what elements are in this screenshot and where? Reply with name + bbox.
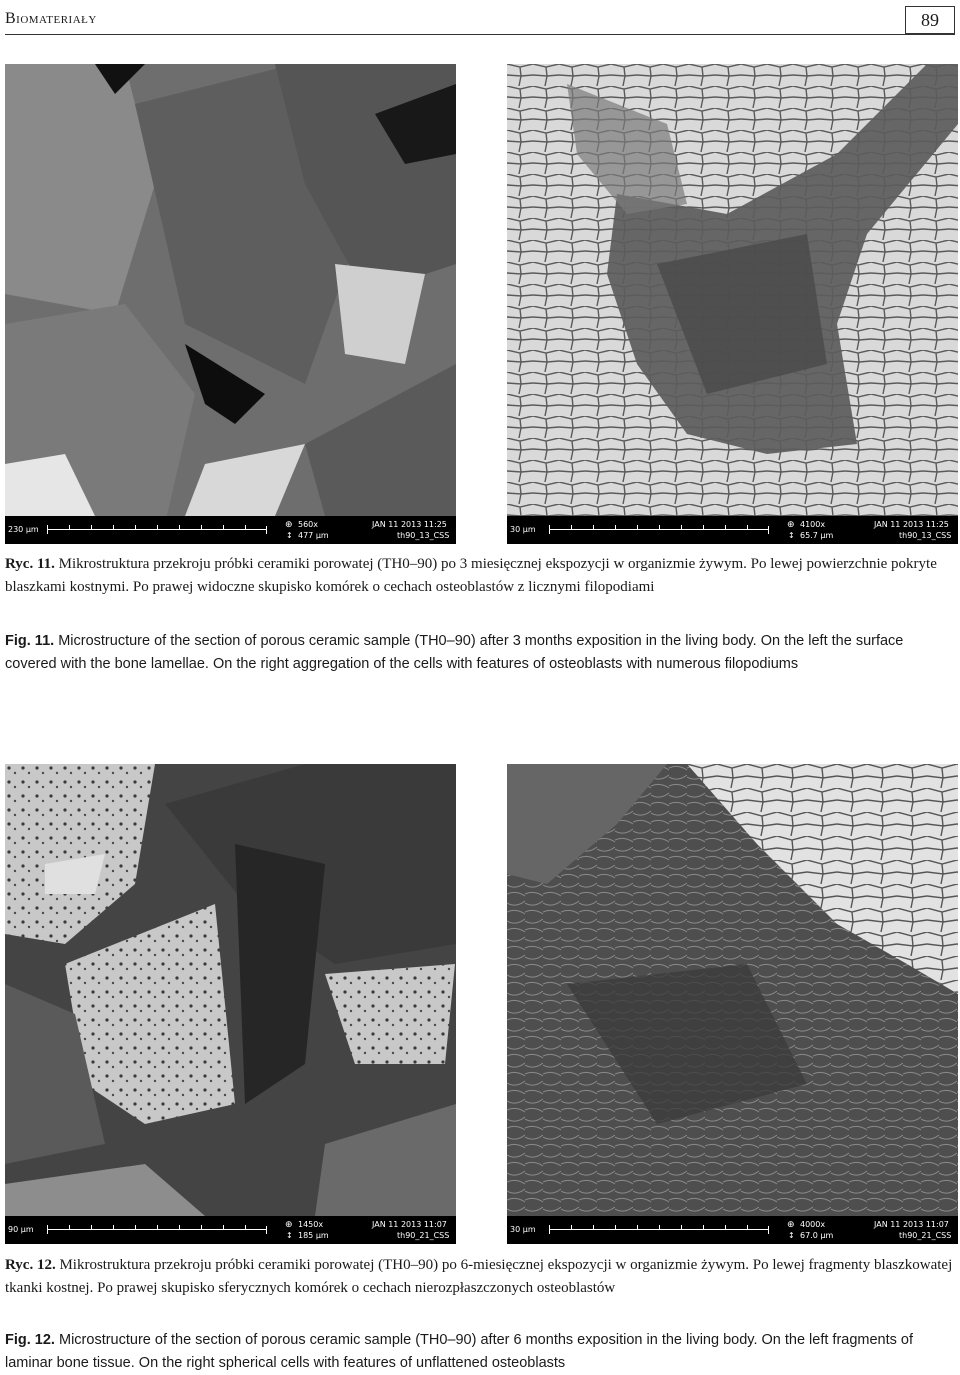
file-label: th90_13_CSS [899, 531, 952, 540]
magnification-icon: ⊕ [787, 1220, 795, 1230]
field-width-icon: ↕ [286, 1231, 293, 1240]
date-label: JAN 11 2013 11:07 [874, 1220, 949, 1229]
scale-label: 30 μm [510, 1225, 536, 1234]
scale-bar [47, 1229, 267, 1230]
scale-bar-ticks [549, 1225, 769, 1229]
scale-bar [549, 529, 769, 530]
field-width-label: 65.7 μm [800, 531, 834, 540]
magnification-icon: ⊕ [285, 1220, 293, 1230]
fig12-caption-en [5, 1329, 955, 1374]
magnification-label: 4100x [800, 520, 826, 529]
file-label: th90_21_CSS [899, 1231, 952, 1240]
scale-bar-ticks [549, 525, 769, 529]
fig12-caption-pl-label: Ryc. 12. [5, 1257, 56, 1273]
fig12-left-databar [5, 1216, 456, 1244]
date-label: JAN 11 2013 11:07 [372, 1220, 447, 1229]
fig11-caption-pl-label: Ryc. 11. [5, 556, 55, 572]
magnification-icon: ⊕ [285, 520, 293, 530]
file-label: th90_21_CSS [397, 1231, 450, 1240]
header-rule [5, 34, 955, 35]
scale-bar [549, 1229, 769, 1230]
scale-bar [47, 529, 267, 530]
scale-bar-ticks [47, 525, 267, 529]
fig11-caption-pl-text: Mikrostruktura przekroju próbki ceramiki porowatej (TH0–90) po 3 miesięcznej ekspozycji w organizmie żywym. Po lewej powierzchnie pokryte blaszkami kostnymi. Po prawej widoczne skupisko komórek o cechach osteoblastów z licznymi filopodiami [5, 556, 937, 595]
fig12-left-micrograph [5, 764, 456, 1244]
magnification-icon: ⊕ [787, 520, 795, 530]
scale-label: 90 μm [8, 1225, 34, 1234]
fig11-caption-en [5, 630, 955, 675]
field-width-icon: ↕ [788, 531, 795, 540]
fig12-caption-en-label: Fig. 12. [5, 1332, 55, 1348]
magnification-label: 1450x [298, 1220, 324, 1229]
scale-label: 230 μm [8, 525, 39, 534]
date-label: JAN 11 2013 11:25 [372, 520, 447, 529]
fig12-right-databar [507, 1216, 958, 1244]
field-width-label: 185 μm [298, 1231, 329, 1240]
magnification-label: 560x [298, 520, 319, 529]
fig11-caption-pl [5, 553, 955, 598]
fig11-left-databar [5, 516, 456, 544]
fig12-right-micrograph [507, 764, 958, 1244]
fig12-caption-pl [5, 1254, 955, 1299]
file-label: th90_13_CSS [397, 531, 450, 540]
page-number: 89 [905, 6, 955, 34]
fig11-caption-en-text: Microstructure of the section of porous ceramic sample (TH0–90) after 3 months exposition in the living body. On the left the surface covered with the bone lamellae. On the right aggregation of the cells with features of osteoblasts with numerous filopodiums [5, 633, 904, 672]
journal-title: Biomateriały [5, 10, 97, 27]
field-width-icon: ↕ [286, 531, 293, 540]
date-label: JAN 11 2013 11:25 [874, 520, 949, 529]
running-head [5, 6, 955, 34]
fig11-right-databar [507, 516, 958, 544]
fig12-caption-en-text: Microstructure of the section of porous ceramic sample (TH0–90) after 6 months exposition in the living body. On the left fragments of laminar bone tissue. On the right spherical cells with features of unflattened osteoblasts [5, 1332, 914, 1371]
fig11-left-micrograph [5, 64, 456, 544]
scale-label: 30 μm [510, 525, 536, 534]
magnification-label: 4000x [800, 1220, 826, 1229]
field-width-icon: ↕ [788, 1231, 795, 1240]
fig11-right-micrograph [507, 64, 958, 544]
fig11-caption-en-label: Fig. 11. [5, 633, 55, 649]
fig12-caption-pl-text: Mikrostruktura przekroju próbki ceramiki porowatej (TH0–90) po 6-miesięcznej ekspozycji w organizmie żywym. Po lewej fragmenty blaszkowatej tkanki kostnej. Po prawej skupisko sferycznych komórek o cechach nierozpłaszczonych osteoblastów [5, 1257, 953, 1296]
scale-bar-ticks [47, 1225, 267, 1229]
field-width-label: 477 μm [298, 531, 329, 540]
field-width-label: 67.0 μm [800, 1231, 834, 1240]
